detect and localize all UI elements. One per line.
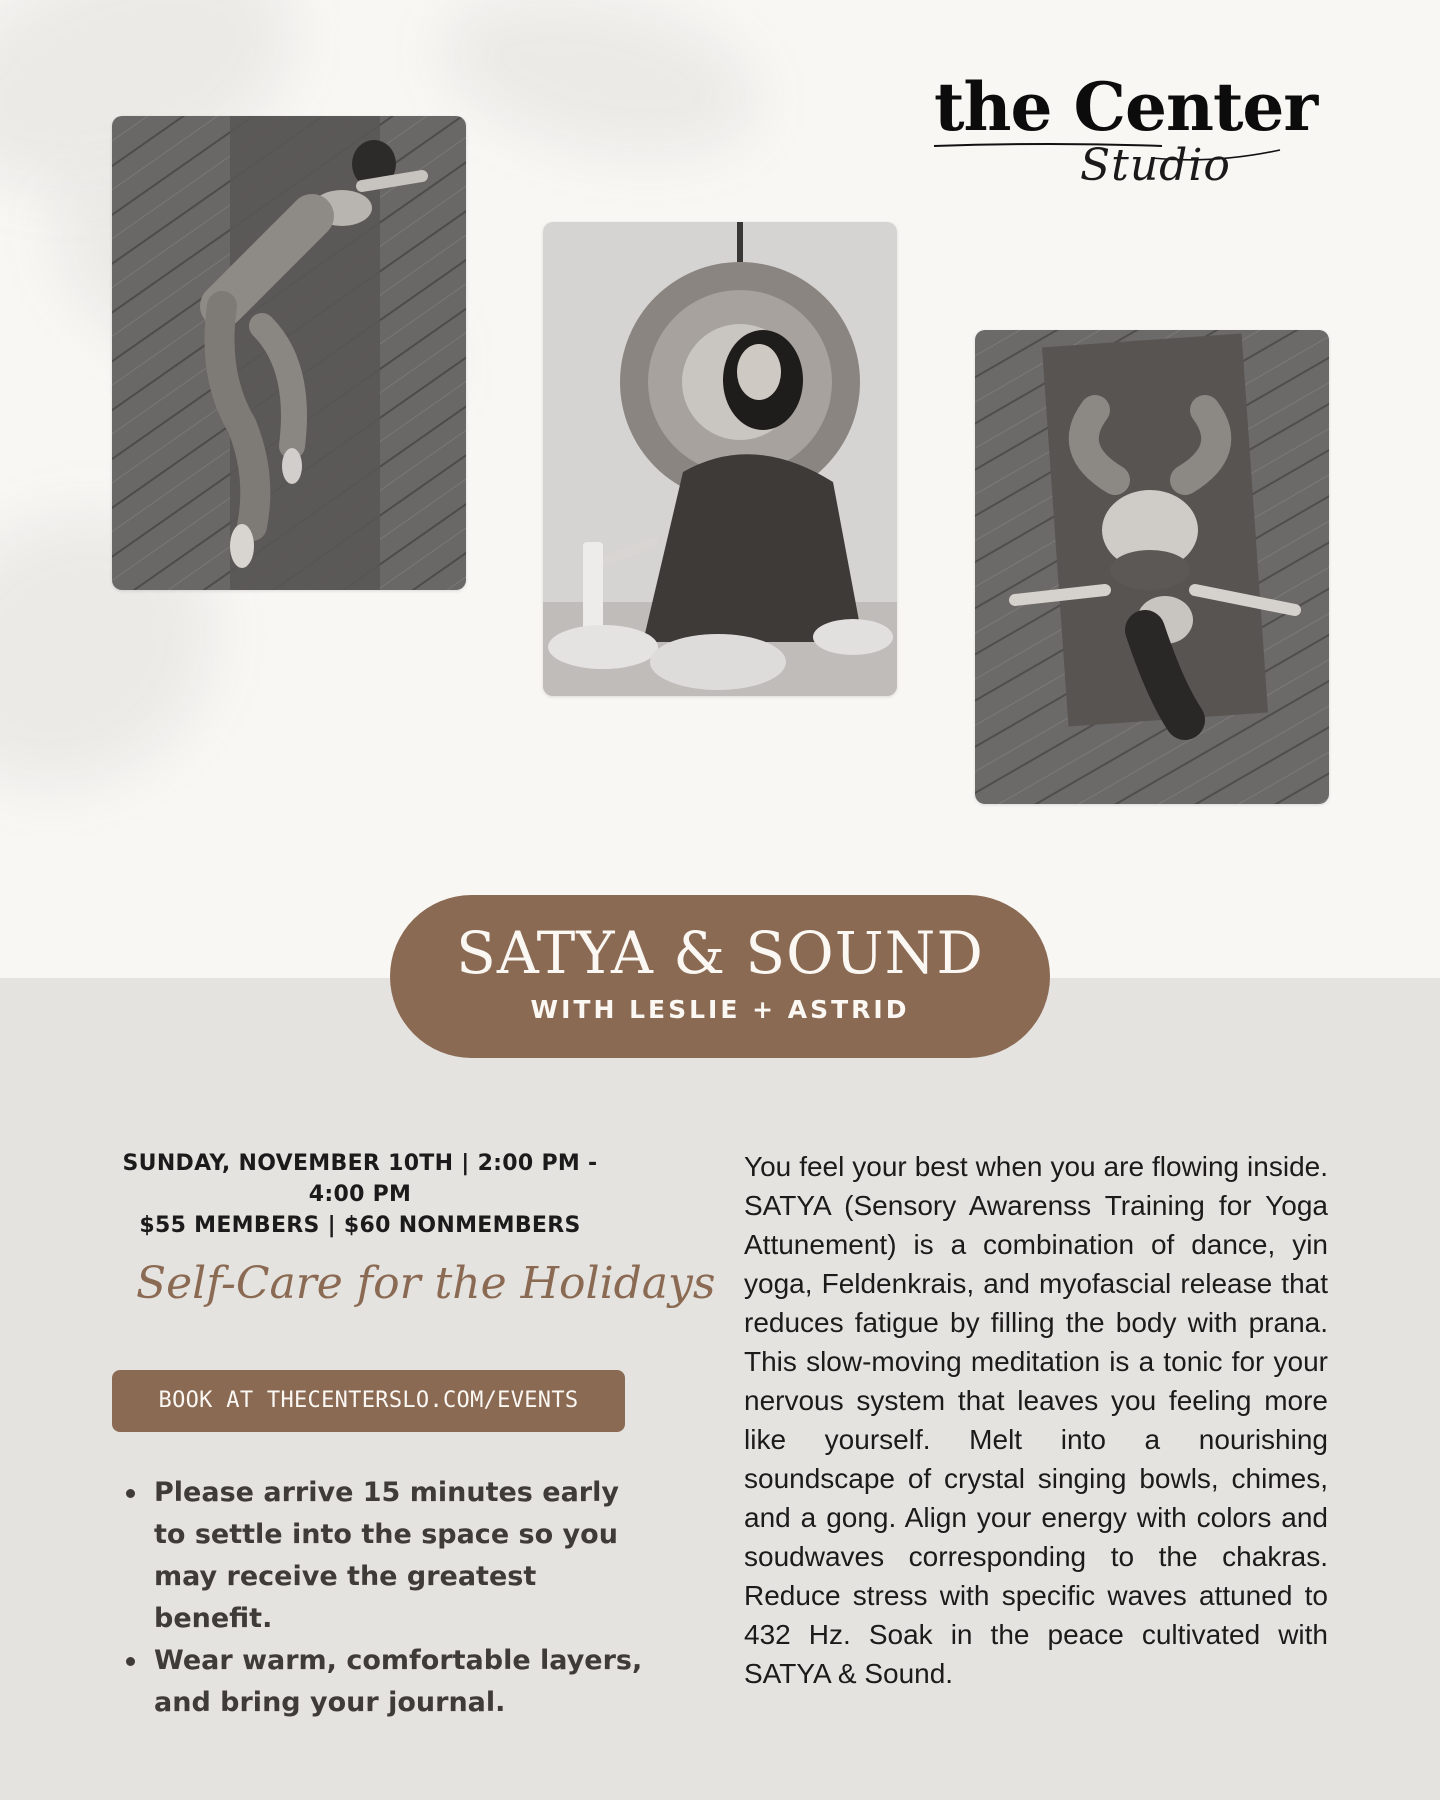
- photo-yoga-stretch: [112, 116, 466, 590]
- photo-reclined-pose: [975, 330, 1329, 804]
- brand-logo: [930, 68, 1318, 208]
- event-price: $55 MEMBERS | $60 NONMEMBERS: [139, 1213, 581, 1238]
- list-item: Wear warm, comfortable layers, and bring your journal.: [126, 1640, 646, 1724]
- brand-sub: Studio: [1080, 140, 1231, 191]
- photo-sound-bowls-image: [543, 222, 897, 696]
- photo-reclined-pose-image: [975, 330, 1329, 804]
- book-button[interactable]: BOOK AT THECENTERSLO.COM/EVENTS: [112, 1370, 625, 1432]
- list-item: Please arrive 15 minutes early to settle into the space so you may receive the greatest benefit.: [126, 1472, 646, 1640]
- event-notes-list: [126, 1472, 646, 1724]
- event-subtitle: WITH LESLIE + ASTRID: [530, 995, 910, 1024]
- event-title: SATYA & SOUND: [456, 919, 984, 987]
- event-datetime: SUNDAY, NOVEMBER 10TH | 2:00 PM - 4:00 PM: [122, 1151, 598, 1207]
- brand-name: the Center: [934, 68, 1318, 146]
- photo-yoga-stretch-image: [112, 116, 466, 590]
- leaf-shadow: [428, 0, 772, 182]
- event-description: You feel your best when you are flowing inside. SATYA (Sensory Awarenss Training for Yoga Attunement) is a combination of dance, yin yoga, Feldenkrais, and myofascial release that reduces fatigue by filling the body with prana. This slow-moving meditation is a tonic for your nervous system that leaves you feeling more like yourself. Melt into a nourishing soundscape of crystal singing bowls, chimes, and a gong. Align your energy with colors and soudwaves corresponding to the chakras. Reduce stress with specific waves attuned to 432 Hz. Soak in the peace cultivated with SATYA & Sound.: [744, 1151, 1328, 1689]
- event-details: [100, 1148, 620, 1241]
- event-tagline: Self-Care for the Holidays: [136, 1258, 716, 1309]
- photo-sound-bowls: [543, 222, 897, 696]
- event-title-banner: [390, 895, 1050, 1058]
